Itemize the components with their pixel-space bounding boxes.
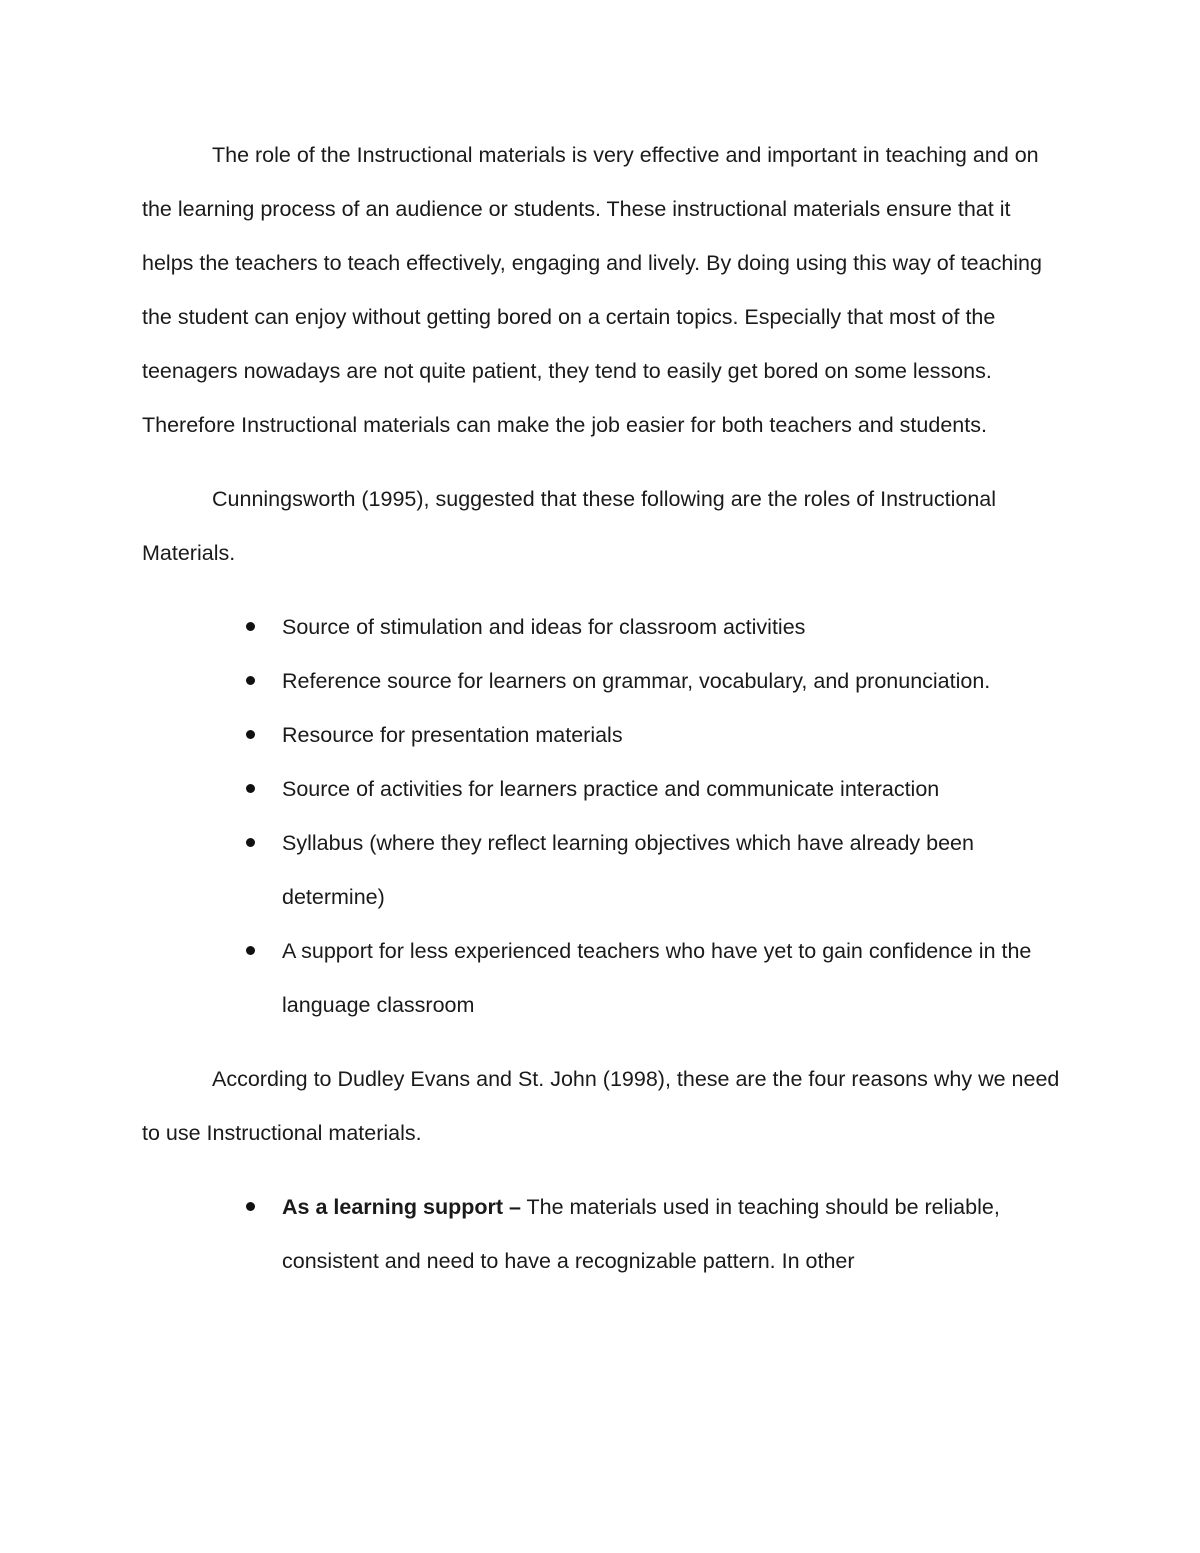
list-item-text: Resource for presentation materials bbox=[282, 723, 623, 747]
list-item bbox=[282, 762, 1062, 816]
bullet-icon bbox=[246, 1202, 255, 1211]
list-item bbox=[282, 1180, 1062, 1288]
reason-term: As a learning support – bbox=[282, 1195, 521, 1219]
reason-text: The materials used in teaching should be reliable, consistent and need to have a recognizable pattern. In other bbox=[282, 1195, 1000, 1273]
list-item-text: Source of activities for learners practice and communicate interaction bbox=[282, 777, 940, 801]
reasons-list bbox=[142, 1180, 1062, 1288]
list-item-text: Reference source for learners on grammar, vocabulary, and pronunciation. bbox=[282, 669, 991, 693]
document-page bbox=[142, 128, 1062, 1288]
bullet-icon bbox=[246, 838, 255, 847]
bullet-icon bbox=[246, 946, 255, 955]
list-item bbox=[282, 600, 1062, 654]
list-item bbox=[282, 654, 1062, 708]
paragraph-dudley-evans: According to Dudley Evans and St. John (1998), these are the four reasons why we need to use Instructional materials. bbox=[142, 1067, 1060, 1145]
list-item bbox=[282, 816, 1062, 924]
bullet-icon bbox=[246, 784, 255, 793]
roles-list bbox=[142, 600, 1062, 1032]
bullet-icon bbox=[246, 730, 255, 739]
list-item bbox=[282, 708, 1062, 762]
list-item bbox=[282, 924, 1062, 1032]
list-item-text: Source of stimulation and ideas for classroom activities bbox=[282, 615, 806, 639]
paragraph-cunningsworth: Cunningsworth (1995), suggested that these following are the roles of Instructional Materials. bbox=[142, 487, 997, 565]
list-item-text: Syllabus (where they reflect learning objectives which have already been determine) bbox=[282, 831, 974, 909]
bullet-icon bbox=[246, 676, 255, 685]
list-item-text: A support for less experienced teachers who have yet to gain confidence in the language classroom bbox=[282, 939, 1032, 1017]
bullet-icon bbox=[246, 622, 255, 631]
paragraph-intro: The role of the Instructional materials is very effective and important in teaching and on the learning process of an audience or students. These instructional materials ensure that it helps the teachers to teach effectively, engaging and lively. By doing using this way of teaching the student can enjoy without getting bored on a certain topics. Especially that most of the teenagers nowadays are not quite patient, they tend to easily get bored on some lessons. Therefore Instructional materials can make the job easier for both teachers and students. bbox=[142, 143, 1042, 437]
